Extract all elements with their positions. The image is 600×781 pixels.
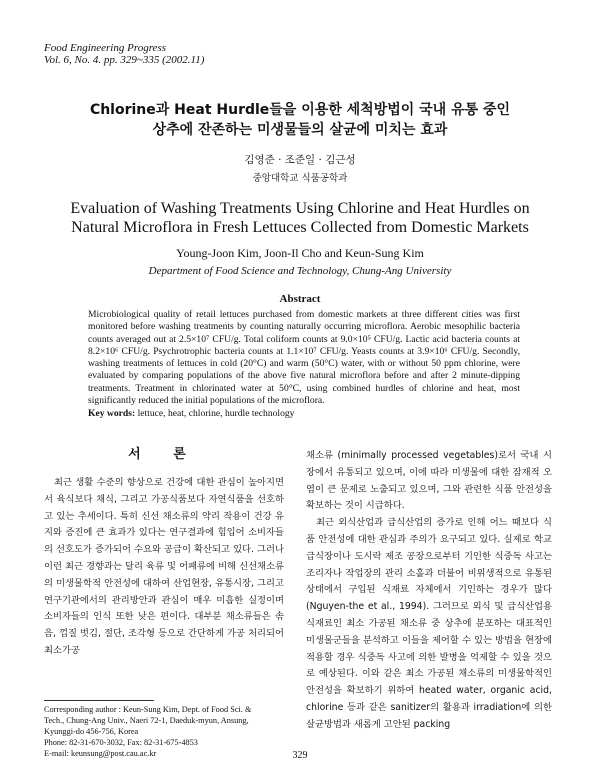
footnote-email: E-mail: keunsung@post.cau.ac.kr xyxy=(44,749,157,758)
korean-title-line2: 상추에 잔존하는 미생물들의 살균에 미치는 효과 xyxy=(152,122,448,138)
journal-header xyxy=(44,42,204,66)
body-paragraph-right-2: 최근 외식산업과 급식산업의 증가로 인해 어느 때보다 식품 안전성에 대한 관심과 주의가 요구되고 있다. 실제로 학교 급식장이나 도시락 제조 공장으로부터 기인한 식중독 사고는 조리자나 작업장의 관리 소홀과 더불어 비위생적으로 유통된 상태에서 구입된 식재료 자체에서 기인하는 경우가 많다(Nguyen-the et al., 1994). 그러므로 외식 및 급식산업용 식재료인 최소 가공된 채소류 중 상추에 분포하는 대표적인 미생물군들을 분석하고 이들을 제어할 수 있는 방법을 현장에 적용할 경우 식중독 사고에 의한 발병을 억제할 수 있을 것으로 예상된다. 이와 같은 최소 가공된 채소류의 미생물학적인 안전성을 확보하기 위하여 heated water, organic acid, chlorine 등과 같은 sanitizer의 활용과 irradiation에 의한 살균방법과 새롭게 고안된 packing xyxy=(306,517,552,730)
korean-affiliation: 중앙대학교 식품공학과 xyxy=(252,173,348,184)
korean-title xyxy=(40,100,560,140)
body-paragraph-right-1: 채소류 (minimally processed vegetables)로서 국내 시장에서 유통되고 있으며, 이에 따라 미생물에 대한 잠재적 오염이 큰 문제로 노출되고 있으며, 그와 관련한 식품 안전성을 확보하는 것이 시급하다. xyxy=(306,450,552,512)
abstract-heading: Abstract xyxy=(279,293,321,305)
journal-name: Food Engineering Progress xyxy=(44,42,167,54)
keywords-label: Key words: xyxy=(88,408,136,419)
body-paragraph-left: 최근 생활 수준의 향상으로 건강에 대한 관심이 높아지면서 육식보다 채식, 그리고 가공식품보다 자연식품을 선호하고 있는 추세이다. 특히 신선 채소류의 약리 작용이 건강 유지와 증진에 큰 효과가 있다는 연구결과에 힘입어 소비자들의 선호도가 증가되어 수요와 공급이 확산되고 있다. 그러나 이런 최근 경향과는 달리 육류 및 어패류에 비해 신선채소류의 미생물학적 안전성에 대하여 산업현장, 유통시장, 그리고 연구기관에서의 관리방안과 관심이 매우 미흡한 실정이며 소비자들의 인식 또한 낮은 편이다. 대부분 채소류들은 솎음, 껍질 벗김, 절단, 조각형 등으로 간단하게 가공 처리되어 최소가공 xyxy=(44,477,284,656)
footnote-line: Corresponding author : Keun-Sung Kim, Dept. of Food Sci. & xyxy=(44,705,252,714)
footnote-line: Kyunggi-do 456-756, Korea xyxy=(44,727,139,736)
left-column xyxy=(44,445,284,660)
footnote-divider xyxy=(44,700,154,701)
keywords-text: lettuce, heat, chlorine, hurdle technology xyxy=(137,408,295,419)
korean-title-line1: Chlorine과 Heat Hurdle들을 이용한 세척방법이 국내 유통 중인 xyxy=(89,102,511,118)
footnote-line: Tech., Chung-Ang Univ., Naeri 72-1, Daeduk-myun, Ansung, xyxy=(44,716,249,725)
footnote-phone: Phone: 82-31-670-3032, Fax: 82-31-675-4853 xyxy=(44,738,198,747)
journal-volume: Vol. 6, No. 4. pp. 329~335 (2002.11) xyxy=(44,54,205,66)
right-column xyxy=(306,448,552,734)
section-heading-introduction: 서 론 xyxy=(128,447,200,462)
english-title-line1: Evaluation of Washing Treatments Using Chlorine and Heat Hurdles on xyxy=(70,200,530,217)
abstract-text: Microbiological quality of retail lettuces purchased from domestic markets at three different cities was first monitored before washing treatments by counting naturally occurring microflora. Aerobic mesophilic bacteria counts averaged out at 2.5×10⁷ CFU/g. Total coliform counts at 9.0×10⁵ CFU/g. Lactic acid bacteria counts at 8.2×10⁶ CFU/g. Psychrotrophic bacteria counts at 1.1×10⁷ CFU/g. Yeasts counts at 3.9×10⁶ CFU/g. Secondly, washing treatments of lettuces in cold (20°C) and warm (50°C) water, with or without 50 ppm chlorine, were evaluated by comparing populations of the above five natural microflora before and after 2 minute-dipping treatments. Treatment in chlorinated water at 50°C, using combined hurdles of chlorine and heat, most significantly reduced the initial populations of the microflora. xyxy=(88,309,520,407)
english-authors: Young-Joon Kim, Joon-Il Cho and Keun-Sung Kim xyxy=(176,246,424,260)
keywords xyxy=(88,408,520,419)
english-title-line2: Natural Microflora in Fresh Lettuces Collected from Domestic Markets xyxy=(71,219,529,236)
english-affiliation: Department of Food Science and Technology, Chung-Ang University xyxy=(148,265,452,277)
english-title xyxy=(60,199,540,237)
korean-authors: 김영준 · 조준일 · 김근성 xyxy=(244,154,356,166)
page-number: 329 xyxy=(292,750,308,761)
